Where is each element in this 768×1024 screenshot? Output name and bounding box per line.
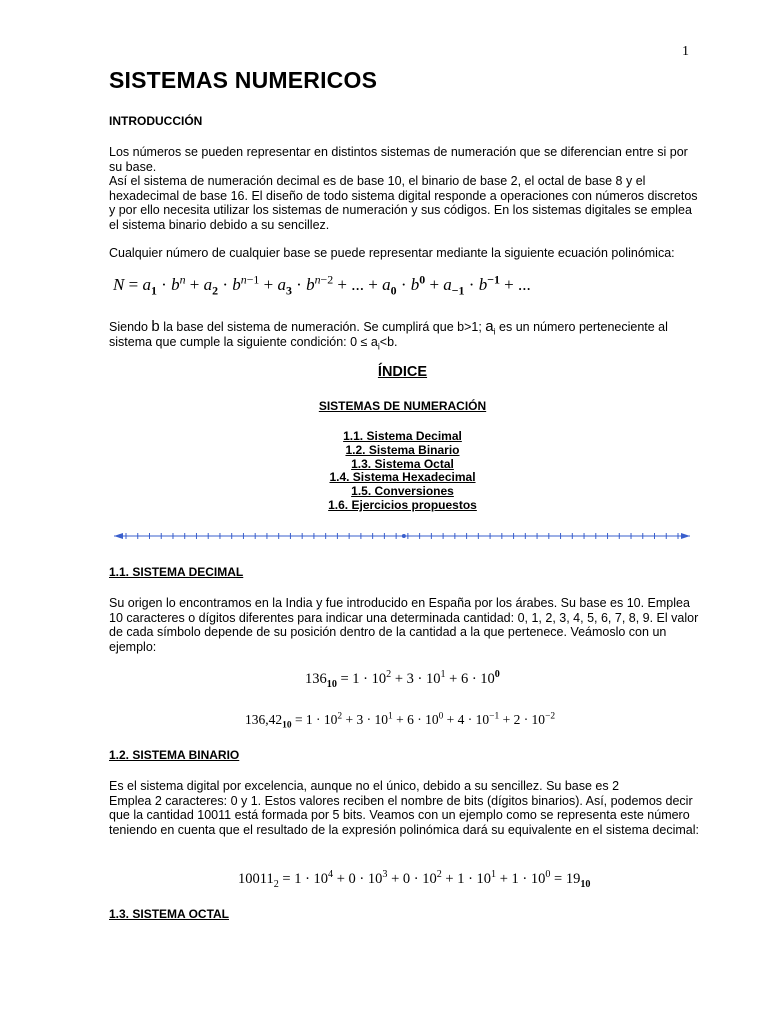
index-title: ÍNDICE bbox=[377, 364, 428, 380]
condition-subscript: i bbox=[377, 341, 380, 352]
intro-paragraph-1: Los números se pueden representar en distintos sistemas de numeración que se diferencian entre si por su base. bbox=[109, 145, 688, 174]
base-definition bbox=[109, 318, 699, 352]
binary-heading: 1.2. SISTEMA BINARIO bbox=[109, 748, 240, 762]
intro-text bbox=[109, 145, 699, 233]
digit-subscript: i bbox=[493, 326, 496, 337]
page-number: 1 bbox=[682, 44, 689, 59]
toc-link-ejercicios[interactable]: 1.6. Ejercicios propuestos bbox=[328, 497, 477, 512]
digit-symbol: a bbox=[485, 318, 494, 335]
toc-link-octal[interactable]: 1.3. Sistema Octal bbox=[351, 456, 454, 471]
intro-heading: INTRODUCCIÓN bbox=[109, 114, 203, 128]
number-line-origin-dot bbox=[402, 534, 406, 538]
binary-paragraph-2: Emplea 2 caracteres: 0 y 1. Estos valores reciben el nombre de bits (dígitos binarios). Así, podemos decir que la cantidad 10011 está formada por 5 bits. Veamos con un ejemplo como se representa este número teniendo en cuenta que el resultado de la expresión polinómica dará su equivalente en el sistema decimal: bbox=[109, 793, 699, 837]
base-def-part-4: <b. bbox=[379, 334, 398, 349]
decimal-heading: 1.1. SISTEMA DECIMAL bbox=[109, 565, 244, 579]
base-symbol: b bbox=[151, 318, 160, 335]
toc-link-hexadecimal[interactable]: 1.4. Sistema Hexadecimal bbox=[329, 470, 476, 485]
polynomial-equation: $N = a_1 \cdot b^n + a_2 \cdot b^{n-1} + a_3 \cdot b^{n-2}$ + ... + $a_0 \cdot b^0 + a_{-1} \cdot b^{-1}$ + ... bbox=[113, 272, 531, 298]
base-def-part-1: Siendo bbox=[109, 320, 152, 334]
binary-text bbox=[109, 779, 699, 837]
octal-heading: 1.3. SISTEMA OCTAL bbox=[109, 907, 230, 921]
number-line-divider bbox=[110, 528, 695, 544]
decimal-example-2: $136,42_{10} = 1 \cdot 10^2 + 3 \cdot 10^1 + 6 \cdot 10^0 + 4 \cdot 10^{-1} + 2 \cdot 10^{-2}$ bbox=[245, 711, 556, 731]
toc-link-binario[interactable]: 1.2. Sistema Binario bbox=[345, 442, 460, 457]
left-arrow-icon bbox=[114, 533, 123, 539]
right-arrow-icon bbox=[681, 533, 690, 539]
table-of-contents bbox=[0, 430, 768, 513]
decimal-paragraph: Su origen lo encontramos en la India y fue introducido en España por los árabes. Su base es 10. Emplea 10 caracteres o dígitos diferentes para indicar una determinada cantidad: 0, 1, 2, 3, 4, 5, 6, 7, 8, 9. El valor de cada símbolo depende de su posición dentro de la cantidad a la que pertenece. Veámoslo con un ejemplo: bbox=[109, 596, 699, 654]
base-def-part-2: la base del sistema de numeración. Se cumplirá que b>1; bbox=[159, 320, 486, 334]
toc-link-decimal[interactable]: 1.1. Sistema Decimal bbox=[343, 429, 462, 443]
index-subtitle: SISTEMAS DE NUMERACIÓN bbox=[318, 399, 487, 413]
toc-link-conversiones[interactable]: 1.5. Conversiones bbox=[351, 484, 454, 499]
intro-paragraph-2: Así el sistema de numeración decimal es de base 10, el binario de base 2, el octal de base 8 y el hexadecimal de base 16. El diseño de todo sistema digital responde a operaciones con números discretos y por ello necesita utilizar los sistemas de numeración y sus códigos. En los sistemas digitales se emplea el sistema binario debido a su sencillez. bbox=[109, 174, 698, 232]
binary-paragraph-1: Es el sistema digital por excelencia, aunque no el único, debido a su sencillez. Su base es 2 bbox=[109, 779, 620, 793]
intro-paragraph-3: Cualquier número de cualquier base se puede representar mediante la siguiente ecuación polinómica: bbox=[109, 246, 675, 260]
base-def-part-3: es un número perteneciente al sistema que cumple la siguiente condición: 0 ≤ a bbox=[109, 320, 668, 349]
binary-example: $10011_2 = 1 \cdot 10^4 + 0 \cdot 10^3 + 0 \cdot 10^2 + 1 \cdot 10^1 + 1 \cdot 10^0 = 19_{10}$ bbox=[238, 869, 591, 890]
document-title: SISTEMAS NUMERICOS bbox=[109, 67, 378, 93]
decimal-example-1: $136_{10} = 1 \cdot 10^2 + 3 \cdot 10^1 + 6 \cdot 10^0$ bbox=[305, 669, 500, 690]
